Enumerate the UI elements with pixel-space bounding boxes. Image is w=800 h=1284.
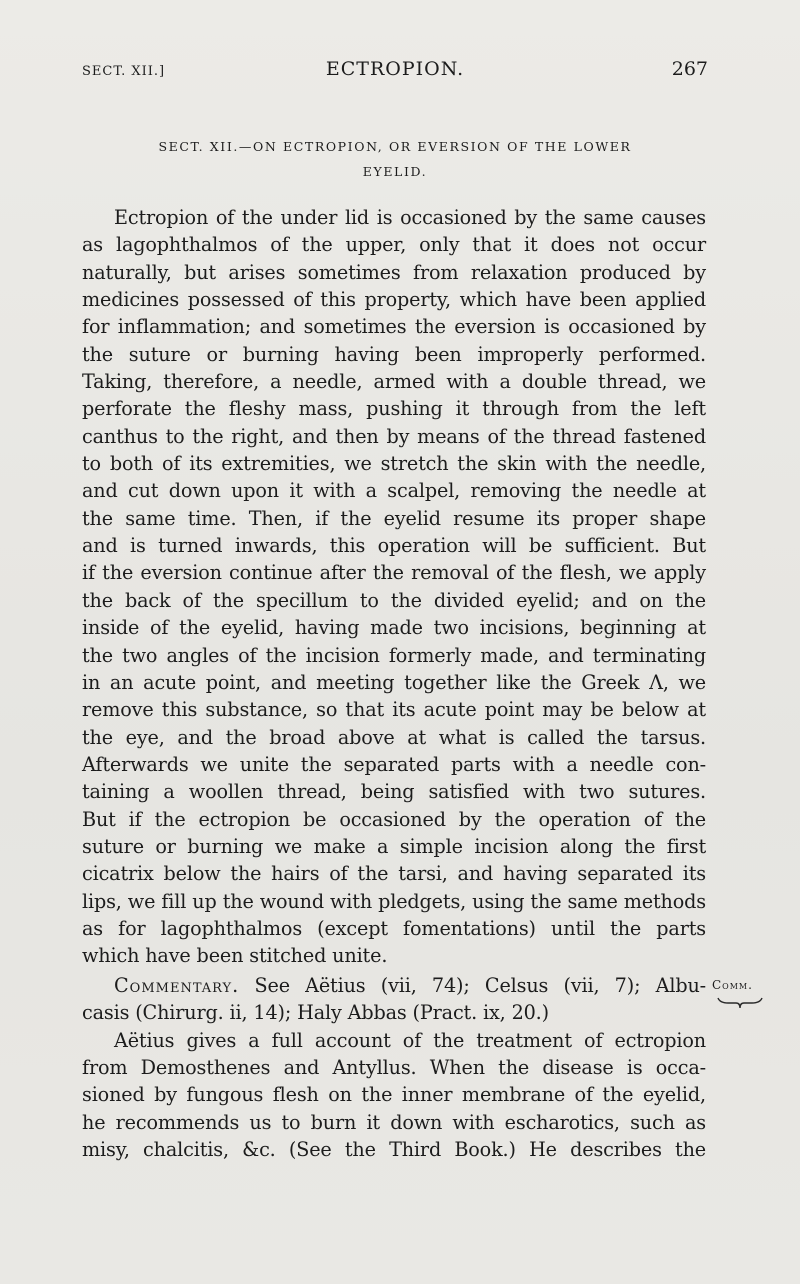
- commentary-references: See Aëtius (vii, 74); Celsus (vii, 7); Albu-: [254, 974, 706, 997]
- text-line: remove this substance, so that its acute point may be below at: [82, 698, 706, 722]
- text-line: canthus to the right, and then by means of the thread fastened: [82, 424, 706, 448]
- text-line: the same time. Then, if the eyelid resume its proper shape: [82, 506, 706, 530]
- page-number: 267: [671, 58, 708, 80]
- running-head-section: SECT. XII.]: [82, 64, 166, 79]
- text-line: the suture or burning having been improperly performed.: [82, 342, 706, 366]
- text-line: naturally, but arises sometimes from relaxation produced by: [82, 260, 706, 284]
- text-line: Ectropion of the under lid is occasioned by the same causes: [114, 206, 706, 229]
- text-line: perforate the fleshy mass, pushing it through from the left: [82, 397, 706, 421]
- text-line: the back of the specillum to the divided eyelid; and on the: [82, 588, 706, 612]
- text-line: in an acute point, and meeting together like the Greek Λ, we: [82, 670, 706, 694]
- text-line: as for lagophthalmos (except fomentations) until the parts: [82, 916, 706, 940]
- text-line: But if the ectropion be occasioned by the operation of the: [82, 807, 706, 831]
- text-line: Afterwards we unite the separated parts with a needle con-: [82, 752, 706, 776]
- text-line: to both of its extremities, we stretch the skin with the needle,: [82, 452, 706, 476]
- text-line: and is turned inwards, this operation will be sufficient. But: [82, 534, 706, 558]
- text-line: if the eversion continue after the removal of the flesh, we apply: [82, 561, 706, 585]
- commentary-section: [82, 972, 706, 1163]
- commentary-line: misy, chalcitis, &c. (See the Third Book.) He describes the: [82, 1138, 706, 1162]
- running-head: [82, 58, 708, 88]
- text-line: Taking, therefore, a needle, armed with a double thread, we: [82, 370, 706, 394]
- commentary-line: Aëtius gives a full account of the treatment of ectropion: [114, 1028, 706, 1052]
- section-heading: [82, 134, 708, 184]
- commentary-label: Commentary.: [114, 974, 240, 997]
- commentary-line: casis (Chirurg. ii, 14); Haly Abbas (Pract. ix, 20.): [82, 1001, 549, 1025]
- text-line: and cut down upon it with a scalpel, removing the needle at: [82, 479, 706, 503]
- text-line: the two angles of the incision formerly made, and terminating: [82, 643, 706, 667]
- commentary-line: he recommends us to burn it down with escharotics, such as: [82, 1110, 706, 1134]
- margin-note: Comm.: [712, 978, 753, 992]
- margin-brace-icon: [716, 996, 764, 1010]
- text-line: suture or burning we make a simple incision along the first: [82, 834, 706, 858]
- text-line: medicines possessed of this property, which have been applied: [82, 288, 706, 312]
- running-head-title: ECTROPION.: [325, 58, 465, 80]
- text-line: the eye, and the broad above at what is called the tarsus.: [82, 725, 706, 749]
- text-line: taining a woollen thread, being satisfied with two sutures.: [82, 780, 706, 804]
- text-line: as lagophthalmos of the upper, only that it does not occur: [82, 233, 706, 257]
- main-paragraph: [82, 204, 706, 970]
- text-line: which have been stitched unite.: [82, 944, 388, 968]
- text-line: cicatrix below the hairs of the tarsi, and having separated its: [82, 862, 706, 886]
- text-line: for inflammation; and sometimes the eversion is occasioned by: [82, 315, 706, 339]
- text-line: lips, we fill up the wound with pledgets, using the same methods: [82, 889, 706, 913]
- commentary-line: sioned by fungous flesh on the inner membrane of the eyelid,: [82, 1083, 706, 1107]
- commentary-line: [82, 972, 706, 999]
- section-heading-line-1: SECT. XII.—ON ECTROPION, OR EVERSION OF THE LOWER: [158, 139, 632, 154]
- commentary-line: from Demosthenes and Antyllus. When the disease is occa-: [82, 1056, 706, 1080]
- section-heading-line-2: EYELID.: [362, 164, 428, 179]
- text-line: inside of the eyelid, having made two incisions, beginning at: [82, 616, 706, 640]
